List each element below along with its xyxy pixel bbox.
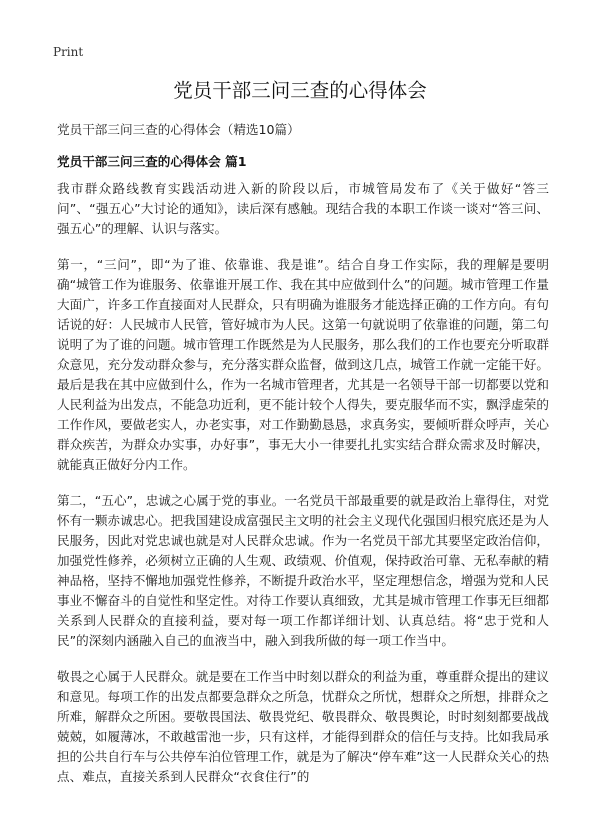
document-title: 党员干部三问三查的心得体会 [173,79,427,102]
section-heading: 党员干部三问三查的心得体会 篇1 [57,154,247,169]
document-body [57,179,549,803]
print-link[interactable]: Print [53,45,84,59]
document-subtitle: 党员干部三问三查的心得体会（精选10篇） [57,122,300,137]
paragraph-reverence: 敬畏之心属于人民群众。就是要在工作当中时刻以群众的利益为重，尊重群众提出的建议和意见。每项工作的出发点都要急群众之所急，忧群众之所忧，想群众之所想，排群众之所难，解群众之所困。要敬畏国法、敬畏党纪、敬畏群众、敬畏舆论，时时刻刻都要战战兢兢，如履薄冰，不敢越雷池一步，只有这样，才能得到群众的信任与支持。比如我局承担的公共自行车与公共停车泊位管理工作，就是为了解决“停车难”这一人民群众关心的热点、难点，直接关系到人民群众“衣食住行”的 [57,669,549,784]
paragraph-intro: 我市群众路线教育实践活动进入新的阶段以后，市城管局发布了《关于做好“答三问”、“强五心”大讨论的通知》，读后深有感触。现结合我的本职工作谈一谈对“答三问、强五心”的理解、认识与落实。 [57,181,549,236]
paragraph-three-questions: 第一，“三问”，即“为了谁、依靠谁、我是谁”。结合自身工作实际，我的理解是要明确“城管工作为谁服务、依靠谁开展工作、我在其中应做到什么”的问题。城市管理工作量大面广，许多工作直接面对人民群众，只有明确为谁服务才能选择正确的工作方向。有句话说的好：人民城市人民管，管好城市为人民。这第一句就说明了依靠谁的问题，第二句说明了为了谁的问题。城市管理工作既然是为人民服务，那么我们的工作也要充分听取群众意见，充分发动群众参与，充分落实群众监督，做到这几点，城管工作就一定能干好。最后是我在其中应做到什么，作为一名城市管理者，尤其是一名领导干部一切都要以党和人民利益为出发点，不能急功近利，更不能计较个人得失，要克服华而不实，飘浮虚荣的工作作风，要做老实人，办老实事，对工作勤勤恳恳，求真务实，要倾听群众呼声，关心群众疾苦，为群众办实事，办好事”，事无大小一律要扎扎实实结合群众需求及时解决，就能真正做好分内工作。 [57,257,549,472]
paragraph-five-hearts: 第二，“五心”，忠诚之心属于党的事业。一名党员干部最重要的就是政治上靠得住，对党怀有一颗赤诚忠心。把我国建设成富强民主文明的社会主义现代化强国归根究底还是为人民服务，因此对党忠诚也就是对人民群众忠诚。作为一名党员干部尤其要坚定政治信仰，加强党性修养，必须树立正确的人生观、政绩观、价值观，保持政治可靠、无私奉献的精神品格，坚持不懈地加强党性修养，不断提升政治水平，坚定理想信念，增强为党和人民事业不懈奋斗的自觉性和坚定性。对待工作要认真细致，尤其是城市管理工作事无巨细都关系到人民群众的直接利益，要对每一项工作都详细计划、认真总结。将“忠于党和人民”的深刻内涵融入自己的血液当中，融入到我所做的每一项工作当中。 [57,493,549,648]
